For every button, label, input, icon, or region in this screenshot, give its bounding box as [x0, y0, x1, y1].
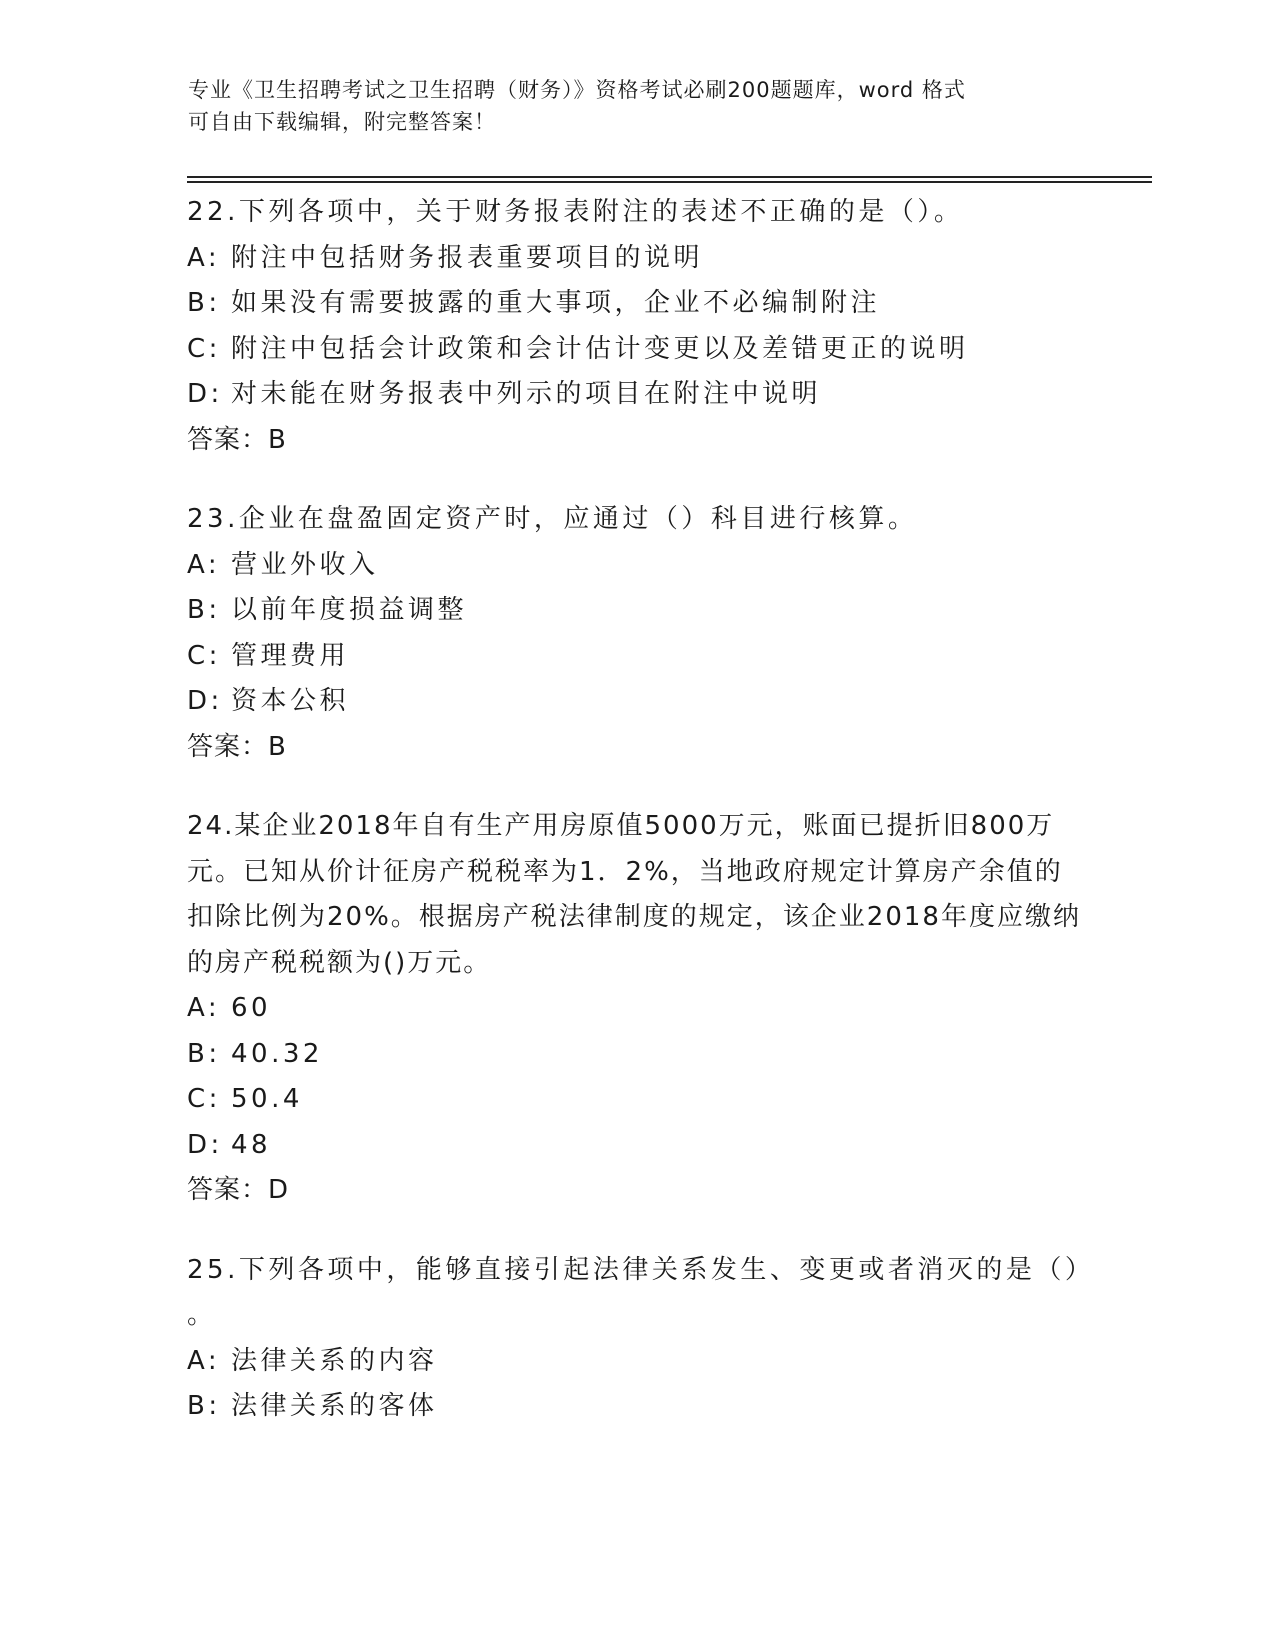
option-text: 营业外收入	[231, 549, 379, 580]
option-text: 法律关系的客体	[231, 1391, 438, 1421]
question-list	[187, 190, 1095, 1464]
option-text: 以前年度损益调整	[231, 595, 468, 625]
option-letter: B:	[187, 288, 221, 318]
option-text: 管理费用	[231, 640, 350, 671]
header-line-1: 专业《卫生招聘考试之卫生招聘（财务）》资格考试必刷200题题库，word 格式	[188, 78, 966, 102]
header-divider-top	[187, 176, 1152, 178]
option-text: 40.32	[231, 1038, 323, 1069]
option-d	[187, 679, 1087, 725]
option-text: 对未能在财务报表中列示的项目在附注中说明	[231, 379, 822, 409]
option-b	[187, 281, 1087, 327]
option-text: 附注中包括会计政策和会计估计变更以及差错更正的说明	[231, 333, 969, 364]
header-line-2: 可自由下载编辑，附完整答案！	[188, 110, 496, 134]
option-d	[187, 1123, 1087, 1169]
option-letter: D:	[187, 686, 223, 716]
option-b	[187, 588, 1087, 634]
option-b	[187, 1384, 1087, 1430]
answer-line: 答案：B	[187, 731, 287, 762]
option-letter: C:	[187, 333, 221, 364]
question-24	[187, 804, 1087, 1214]
option-text: 50.4	[231, 1084, 303, 1114]
option-text: 资本公积	[231, 686, 350, 716]
option-letter: D:	[187, 1129, 223, 1160]
question-stem: 22.下列各项中，关于财务报表附注的表述不正确的是（）。	[187, 197, 964, 227]
option-text: 法律关系的内容	[231, 1345, 438, 1376]
question-stem: 25.下列各项中，能够直接引起法律关系发生、变更或者消灭的是（）	[187, 1254, 1095, 1285]
option-text: 60	[231, 993, 272, 1023]
option-c	[187, 634, 1087, 680]
option-a	[187, 1339, 1087, 1385]
option-letter: A:	[187, 993, 221, 1023]
option-letter: B:	[187, 1038, 221, 1069]
option-letter: C:	[187, 1084, 221, 1114]
header-divider-bottom	[187, 181, 1152, 183]
question-stem: 24.某企业2018年自有生产用房原值5000万元，账面已提折旧800万元。已知从价计征房产税税率为1．2%，当地政府规定计算房产余值的扣除比例为20%。根据房产税法律制度的规定，该企业2018年度应缴纳的房产税税额为()万元。	[187, 811, 1081, 978]
option-letter: A:	[187, 1345, 221, 1376]
question-stem-continuation: 。	[187, 1300, 214, 1330]
option-text: 如果没有需要披露的重大事项，企业不必编制附注	[231, 288, 881, 318]
option-a	[187, 986, 1087, 1032]
option-a	[187, 236, 1087, 282]
option-letter: D:	[187, 379, 223, 409]
document-header	[188, 74, 1088, 138]
option-text: 附注中包括财务报表重要项目的说明	[231, 242, 704, 273]
option-c	[187, 327, 1087, 373]
question-25	[187, 1248, 1095, 1430]
answer-line: 答案：B	[187, 424, 287, 455]
option-b	[187, 1032, 1087, 1078]
option-text: 48	[231, 1129, 272, 1160]
option-letter: B:	[187, 1391, 221, 1421]
option-letter: C:	[187, 640, 221, 671]
option-letter: B:	[187, 595, 221, 625]
option-a	[187, 543, 1087, 589]
option-letter: A:	[187, 242, 221, 273]
question-stem: 23.企业在盘盈固定资产时，应通过（）科目进行核算。	[187, 504, 918, 534]
option-d	[187, 372, 1087, 418]
question-22	[187, 190, 1087, 463]
option-c	[187, 1077, 1087, 1123]
question-23	[187, 497, 1087, 770]
answer-line: 答案：D	[187, 1175, 290, 1205]
option-letter: A:	[187, 549, 221, 580]
